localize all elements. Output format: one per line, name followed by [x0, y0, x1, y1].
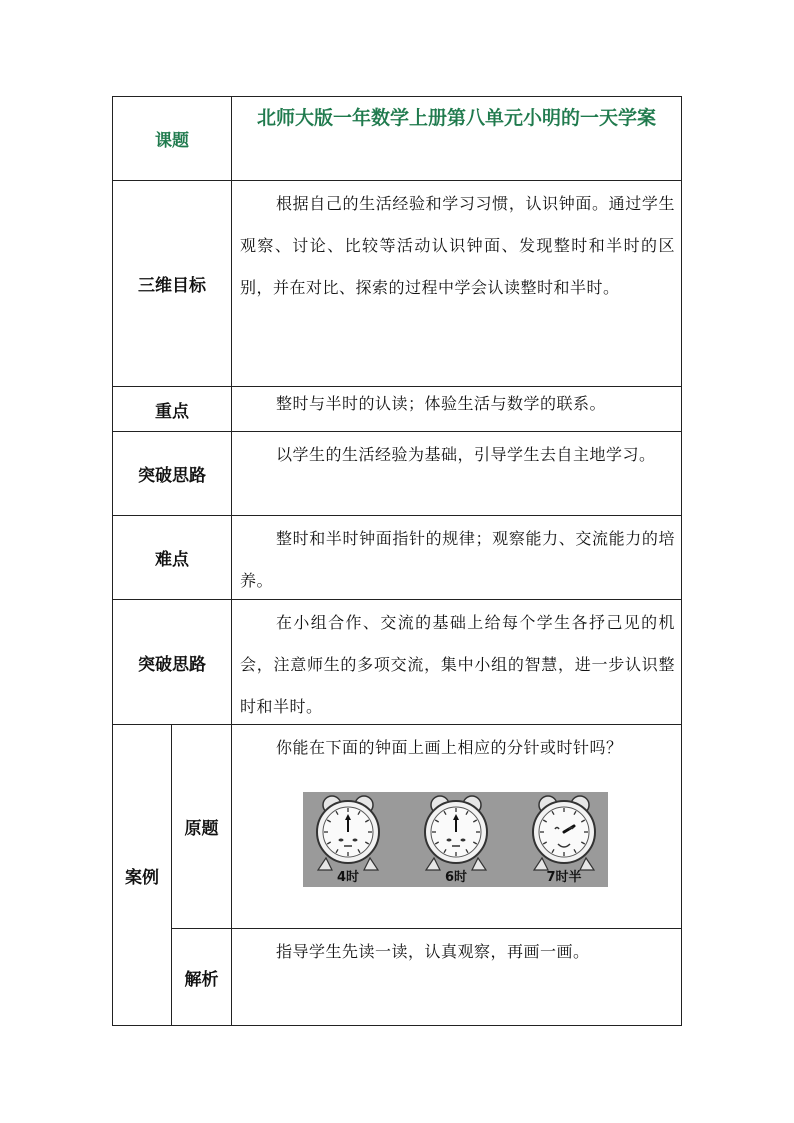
difficulty-content: 整时和半时钟面指针的规律；观察能力、交流能力的培养。 — [240, 529, 675, 590]
clock-icon — [533, 796, 595, 870]
analysis-content: 指导学生先读一读，认真观察，再画一画。 — [276, 942, 590, 961]
approach-label: 突破思路 — [138, 466, 206, 486]
analysis-label: 解析 — [184, 969, 219, 990]
clock-caption: 6时 — [444, 870, 468, 885]
clock-icon — [425, 796, 487, 870]
original-label: 原题 — [184, 819, 219, 839]
example-label: 案例 — [125, 867, 159, 888]
approach-content: 以学生的生活经验为基础，引导学生去自主地学习。 — [276, 445, 656, 464]
goals-label: 三维目标 — [138, 276, 206, 296]
key-point-label: 重点 — [155, 401, 189, 422]
goals-content: 根据自己的生活经验和学习习惯，认识钟面。通过学生观察、讨论、比较等活动认识钟面、发现整时和半时的区别，并在对比、探索的过程中学会认读整时和半时。 — [240, 194, 675, 297]
original-question: 你能在下面的钟面上画上相应的分针或时针吗？ — [276, 738, 623, 757]
key-point-content: 整时与半时的认读；体验生活与数学的联系。 — [276, 394, 607, 413]
lesson-title: 北师大版一年数学上册第八单元小明的一天学案 — [256, 107, 656, 129]
clock-caption: 4时 — [336, 870, 360, 885]
approach-content: 在小组合作、交流的基础上给每个学生各抒己见的机会，注意师生的多项交流，集中小组的智慧，进一步认识整时和半时。 — [240, 613, 675, 716]
clock-caption: 7时半 — [546, 870, 582, 885]
title-label: 课题 — [155, 131, 189, 151]
approach-label: 突破思路 — [138, 654, 206, 675]
clock-illustration — [303, 792, 608, 887]
clock-icon — [317, 796, 379, 870]
difficulty-label: 难点 — [155, 550, 189, 570]
